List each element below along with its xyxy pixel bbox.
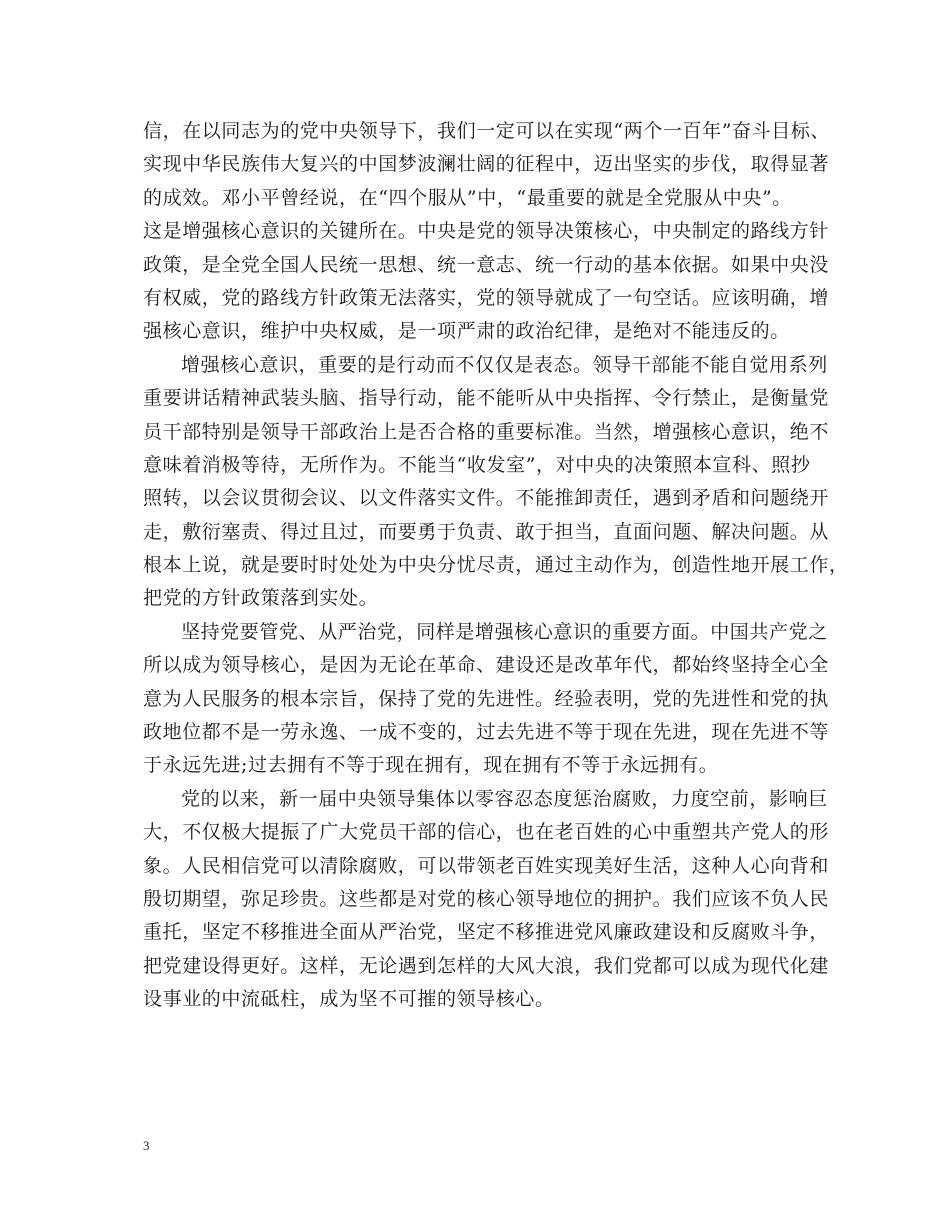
text-line: 意味着消极等待，无所作为。不能当“收发室”，对中央的决策照本宣科、照抄 <box>143 453 811 476</box>
text-line: 政地位都不是一劳永逸、一成不变的，过去先进不等于现在先进，现在先进不等 <box>143 721 830 744</box>
text-line: 大，不仅极大提振了广大党员干部的信心，也在老百姓的心中重塑共产党人的形 <box>143 821 830 844</box>
text-line: 走，敷衍塞责、得过且过，而要勇于负责、敢于担当，直面问题、解决问题。从 <box>143 520 830 543</box>
text-line: 把党的方针政策落到实处。 <box>143 587 379 610</box>
text-line: 重托，坚定不移推进全面从严治党，坚定不移推进党风廉政建设和反腐败斗争， <box>143 921 830 944</box>
text-line: 于永远先进;过去拥有不等于现在拥有，现在拥有不等于永远拥有。 <box>143 754 719 777</box>
document-body <box>143 115 849 1017</box>
text-line: 重要讲话精神武装头脑、指导行动，能不能听从中央指挥、令行禁止，是衡量党 <box>143 387 830 410</box>
paragraph-3 <box>143 616 830 783</box>
text-line: 意为人民服务的根本宗旨，保持了党的先进性。经验表明，党的先进性和党的执 <box>143 687 830 710</box>
text-line: 增强核心意识，重要的是行动而不仅仅是表态。领导干部能不能自觉用系列 <box>181 353 828 376</box>
text-line: 这是增强核心意识的关键所在。中央是党的领导决策核心，中央制定的路线方针 <box>143 220 830 243</box>
page-number: 3 <box>143 1138 150 1153</box>
paragraph-1 <box>143 115 831 349</box>
text-line: 把党建设得更好。这样，无论遇到怎样的大风大浪，我们党都可以成为现代化建 <box>143 954 830 977</box>
text-line: 的成效。邓小平曾经说，在“四个服从”中，“最重要的就是全党服从中央”。 <box>143 186 792 209</box>
text-line: 照转，以会议贯彻会议、以文件落实文件。不能推卸责任，遇到矛盾和问题绕开 <box>143 487 830 510</box>
text-line: 党的以来，新一届中央领导集体以零容忍态度惩治腐败，力度空前，影响巨 <box>181 787 828 810</box>
text-line: 象。人民相信党可以清除腐败，可以带领老百姓实现美好生活，这种人心向背和 <box>143 854 830 877</box>
paragraph-4 <box>143 783 830 1017</box>
text-line: 殷切期望，弥足珍贵。这些都是对党的核心领导地位的拥护。我们应该不负人民 <box>143 887 830 910</box>
text-line: 信，在以同志为的党中央领导下，我们一定可以在实现“两个一百年”奋斗目标、 <box>143 120 831 142</box>
text-line: 实现中华民族伟大复兴的中国梦波澜壮阔的征程中，迈出坚实的步伐，取得显著 <box>143 153 830 176</box>
text-line: 所以成为领导核心，是因为无论在革命、建设还是改革年代，都始终坚持全心全 <box>143 654 830 677</box>
paragraph-2 <box>143 349 849 616</box>
text-line: 根本上说，就是要时时处处为中央分忧尽责，通过主动作为，创造性地开展工作， <box>143 554 849 577</box>
text-line: 有权威，党的路线方针政策无法落实，党的领导就成了一句空话。应该明确，增 <box>143 286 830 309</box>
text-line: 政策，是全党全国人民统一思想、统一意志、统一行动的基本依据。如果中央没 <box>143 253 830 276</box>
text-line: 强核心意识，维护中央权威，是一项严肃的政治纪律，是绝对不能违反的。 <box>143 320 790 343</box>
text-line: 设事业的中流砥柱，成为坚不可摧的领导核心。 <box>143 988 555 1011</box>
text-line: 员干部特别是领导干部政治上是否合格的重要标准。当然，增强核心意识，绝不 <box>143 420 830 443</box>
text-line: 坚持党要管党、从严治党，同样是增强核心意识的重要方面。中国共产党之 <box>181 620 828 643</box>
